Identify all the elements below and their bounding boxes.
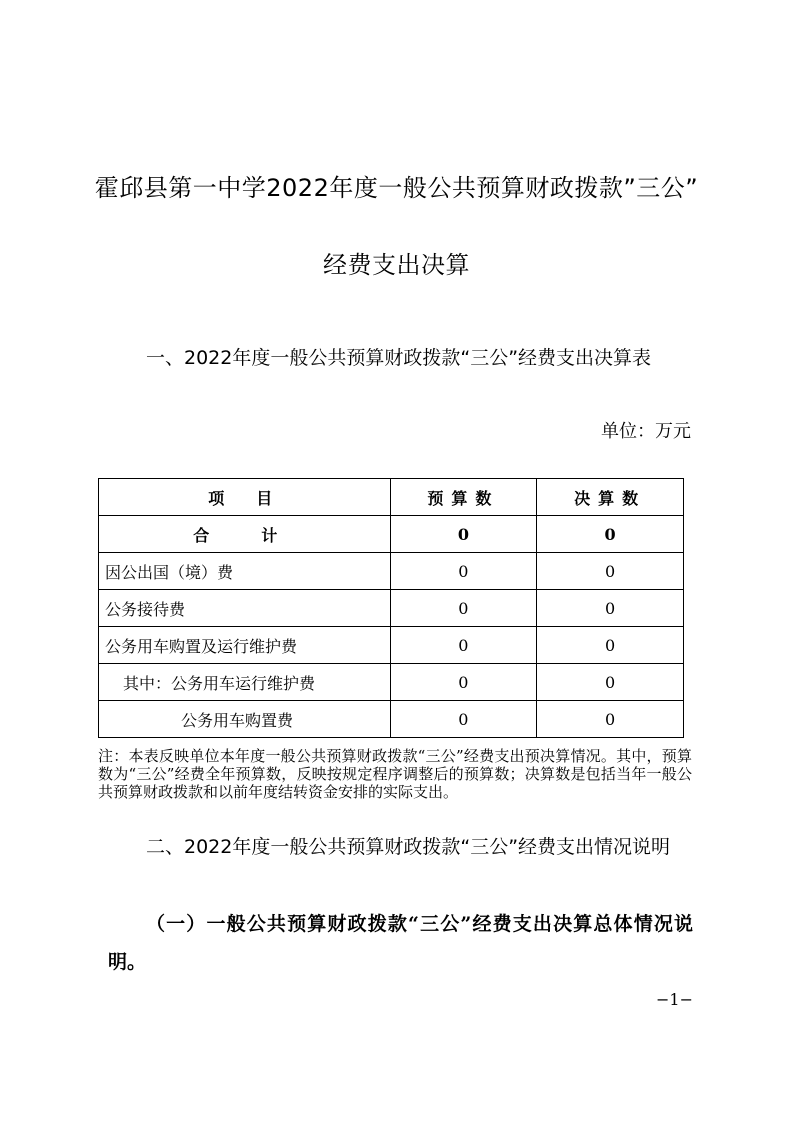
row-label: 公务接待费 [99,590,391,627]
section1-heading: 一、2022年度一般公共预算财政拨款“三公”经费支出决算表 [146,347,652,369]
table-header-row [99,479,684,516]
table-note: 注：本表反映单位本年度一般公共预算财政拨款“三公”经费支出预决算情况。其中，预算数为“三公”经费全年预算数，反映按规定程序调整后的预算数；决算数是包括当年一般公共预算财政拨款和以前年度结转资金安排的实际支出。 [98,747,692,801]
header-actual: 决算数 [537,479,684,516]
document-title-line1: 霍邱县第一中学2022年度一般公共预算财政拨款”三公” [94,174,699,202]
table-row [99,701,684,738]
row-budget: 0 [390,590,537,627]
row-label: 因公出国（境）费 [99,553,391,590]
subsection1-heading: （一）一般公共预算财政拨款“三公”经费支出决算总体情况说明。 [108,913,693,973]
row-label: 其中：公务用车运行维护费 [99,664,391,701]
row-budget: 0 [390,701,537,738]
row-label: 公务用车购置及运行维护费 [99,627,391,664]
header-item: 项 目 [99,479,391,516]
section2-heading: 二、2022年度一般公共预算财政拨款“三公”经费支出情况说明 [146,836,671,858]
total-label: 合 计 [99,516,391,553]
document-title-line2: 经费支出决算 [323,251,470,279]
table-row [99,553,684,590]
row-actual: 0 [537,553,684,590]
total-actual: 0 [537,516,684,553]
total-budget: 0 [390,516,537,553]
unit-label: 单位：万元 [601,421,691,442]
row-actual: 0 [537,627,684,664]
table-row [99,627,684,664]
row-budget: 0 [390,553,537,590]
row-actual: 0 [537,664,684,701]
row-budget: 0 [390,627,537,664]
header-budget: 预算数 [390,479,537,516]
page-number: −1− [656,990,693,1009]
table-row-total [99,516,684,553]
table-row [99,664,684,701]
row-budget: 0 [390,664,537,701]
table-row [99,590,684,627]
row-actual: 0 [537,590,684,627]
row-label: 公务用车购置费 [99,701,391,738]
budget-table [98,478,684,738]
row-actual: 0 [537,701,684,738]
